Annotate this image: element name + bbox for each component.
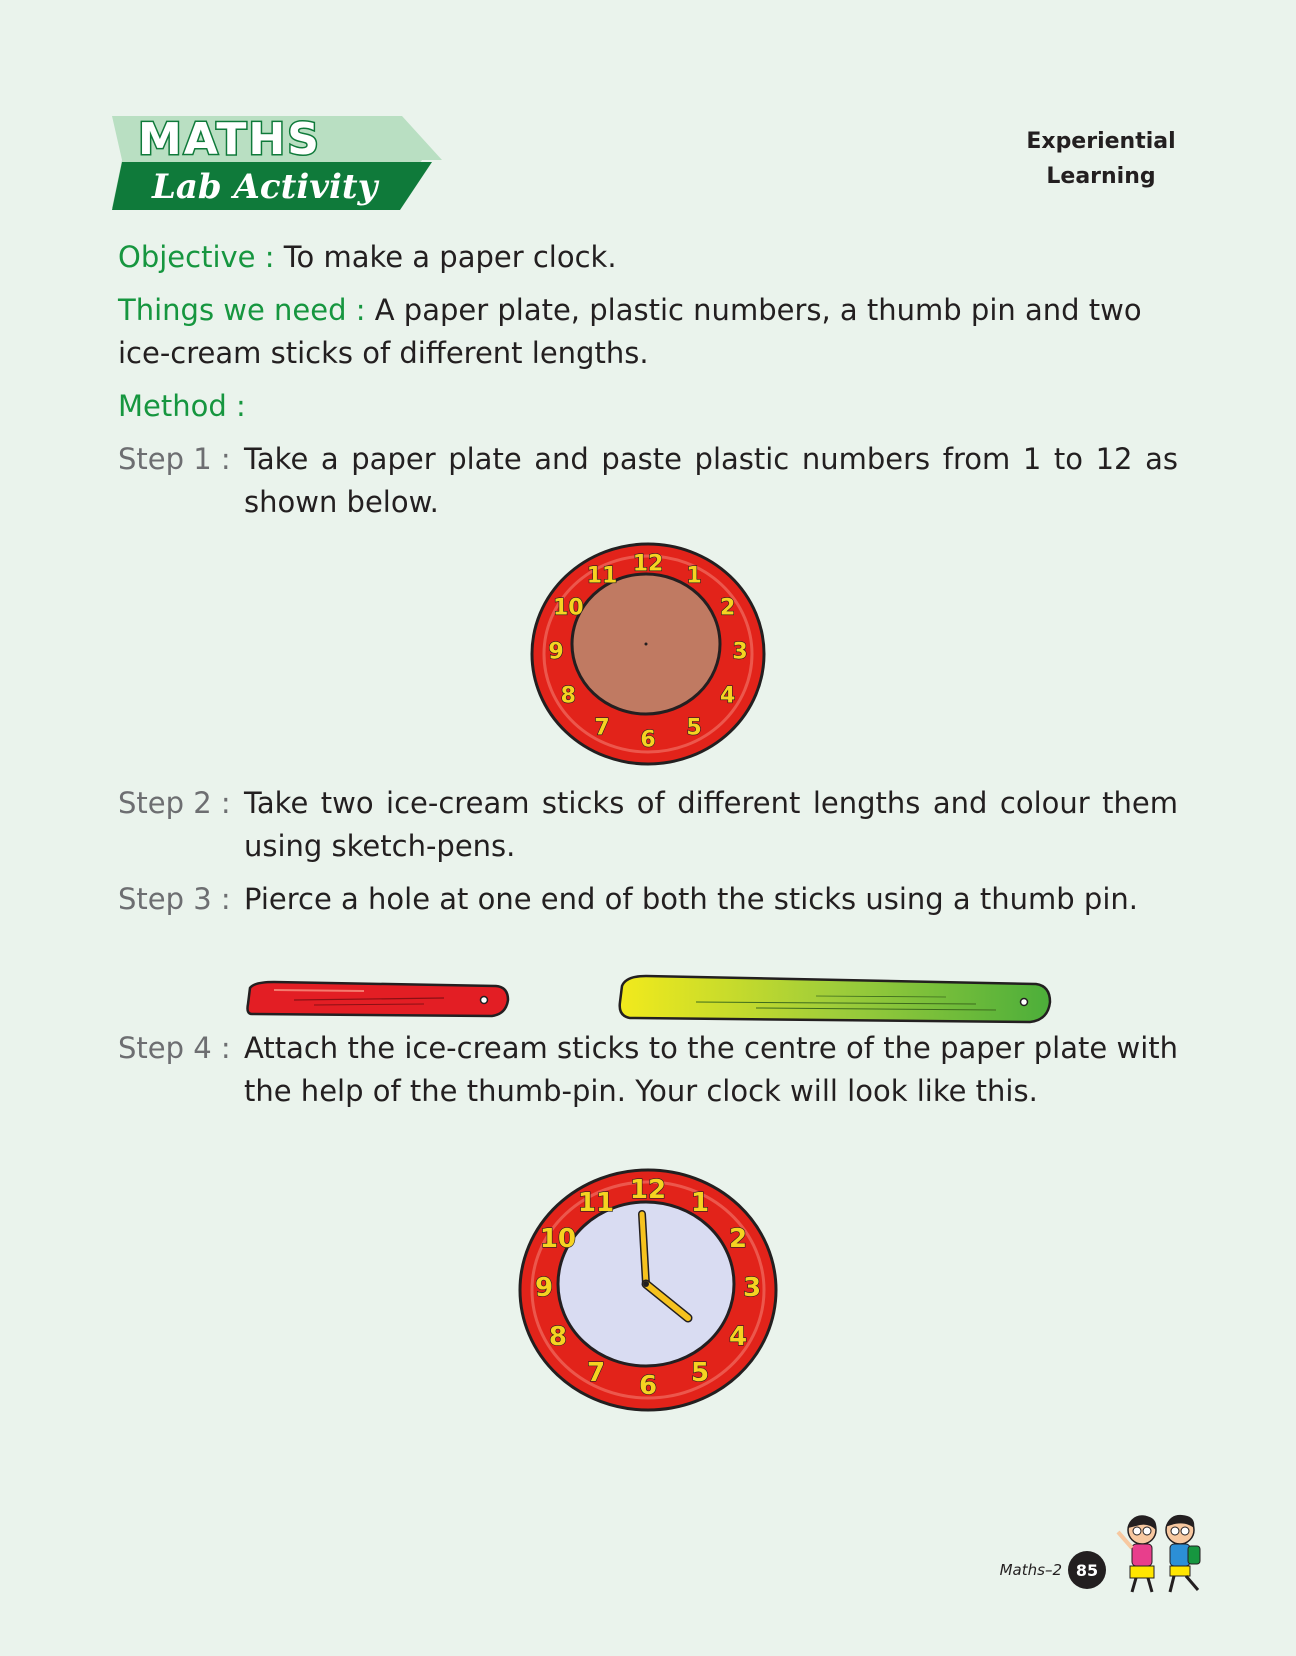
- things-we-need: [118, 289, 1178, 375]
- things-text: A paper plate, plastic numbers, a thumb pin and two ice-cream sticks of different lengths.: [118, 293, 1142, 370]
- paper-plate-illustration: [528, 540, 768, 768]
- red-ice-cream-stick: [244, 978, 514, 1022]
- method-label: Method :: [118, 389, 246, 423]
- step-label: Step 1 :: [118, 442, 231, 476]
- clock-number: 5: [686, 715, 702, 741]
- clock-number: 10: [539, 1224, 577, 1254]
- tag-line-2: Learning: [1046, 164, 1156, 189]
- step-label: Step 4 :: [118, 1031, 231, 1065]
- objective: [118, 236, 1178, 279]
- clock-number: 8: [548, 1322, 567, 1352]
- clock-number: 1: [690, 1188, 710, 1219]
- step-4: [118, 1027, 1178, 1113]
- step-label: Step 2 :: [118, 786, 231, 820]
- tag-line-1: Experiential: [1026, 129, 1176, 154]
- clock-number: 6: [638, 1371, 658, 1401]
- step-text: Take two ice-cream sticks of different lengths and colour them using sketch-pens.: [244, 786, 1178, 863]
- clock-number: 9: [548, 639, 564, 665]
- green-ice-cream-stick: [616, 974, 1054, 1030]
- step-text: Pierce a hole at one end of both the sticks using a thumb pin.: [244, 882, 1138, 916]
- book-name: Maths–2: [999, 1561, 1062, 1579]
- clock-number: 7: [594, 715, 610, 741]
- step-1: [118, 438, 1178, 524]
- clock-number: 9: [534, 1273, 554, 1303]
- finished-clock-illustration: [516, 1166, 780, 1414]
- clock-number: 11: [586, 563, 618, 589]
- kids-mascot-illustration: [1112, 1512, 1214, 1596]
- clock-number: 2: [720, 595, 736, 621]
- clock-number: 3: [742, 1273, 762, 1303]
- clock-number: 3: [732, 639, 748, 665]
- clock-number: 2: [729, 1224, 748, 1254]
- experiential-learning-tag: [1021, 124, 1181, 194]
- clock-number: 6: [640, 727, 656, 753]
- step-label: Step 3 :: [118, 882, 231, 916]
- banner-bottom-text: Lab Activity: [152, 167, 378, 207]
- clock-number: 12: [632, 551, 664, 577]
- clock-number: 5: [690, 1357, 710, 1388]
- clock-number: 11: [577, 1188, 615, 1219]
- clock-number: 7: [586, 1357, 606, 1388]
- page-footer: [1000, 1551, 1106, 1589]
- clock-number: 8: [560, 683, 576, 709]
- clock-number: 10: [553, 595, 584, 621]
- step-2: [118, 782, 1178, 868]
- clock-number: 4: [729, 1322, 748, 1352]
- step-3: [118, 878, 1178, 921]
- step-text: Attach the ice-cream sticks to the centre of the paper plate with the help of the thumb-pin. Your clock will look like this.: [244, 1031, 1178, 1108]
- things-label: Things we need :: [118, 293, 366, 327]
- objective-label: Objective :: [118, 240, 275, 274]
- banner-top-text: MATHS: [138, 116, 321, 165]
- maths-lab-activity-banner: [112, 116, 442, 212]
- page-number: 85: [1068, 1551, 1106, 1589]
- objective-text: To make a paper clock.: [274, 240, 617, 274]
- clock-number: 1: [686, 563, 702, 589]
- clock-number: 12: [629, 1175, 667, 1205]
- step-text: Take a paper plate and paste plastic numbers from 1 to 12 as shown below.: [244, 442, 1178, 519]
- clock-number: 4: [720, 683, 736, 709]
